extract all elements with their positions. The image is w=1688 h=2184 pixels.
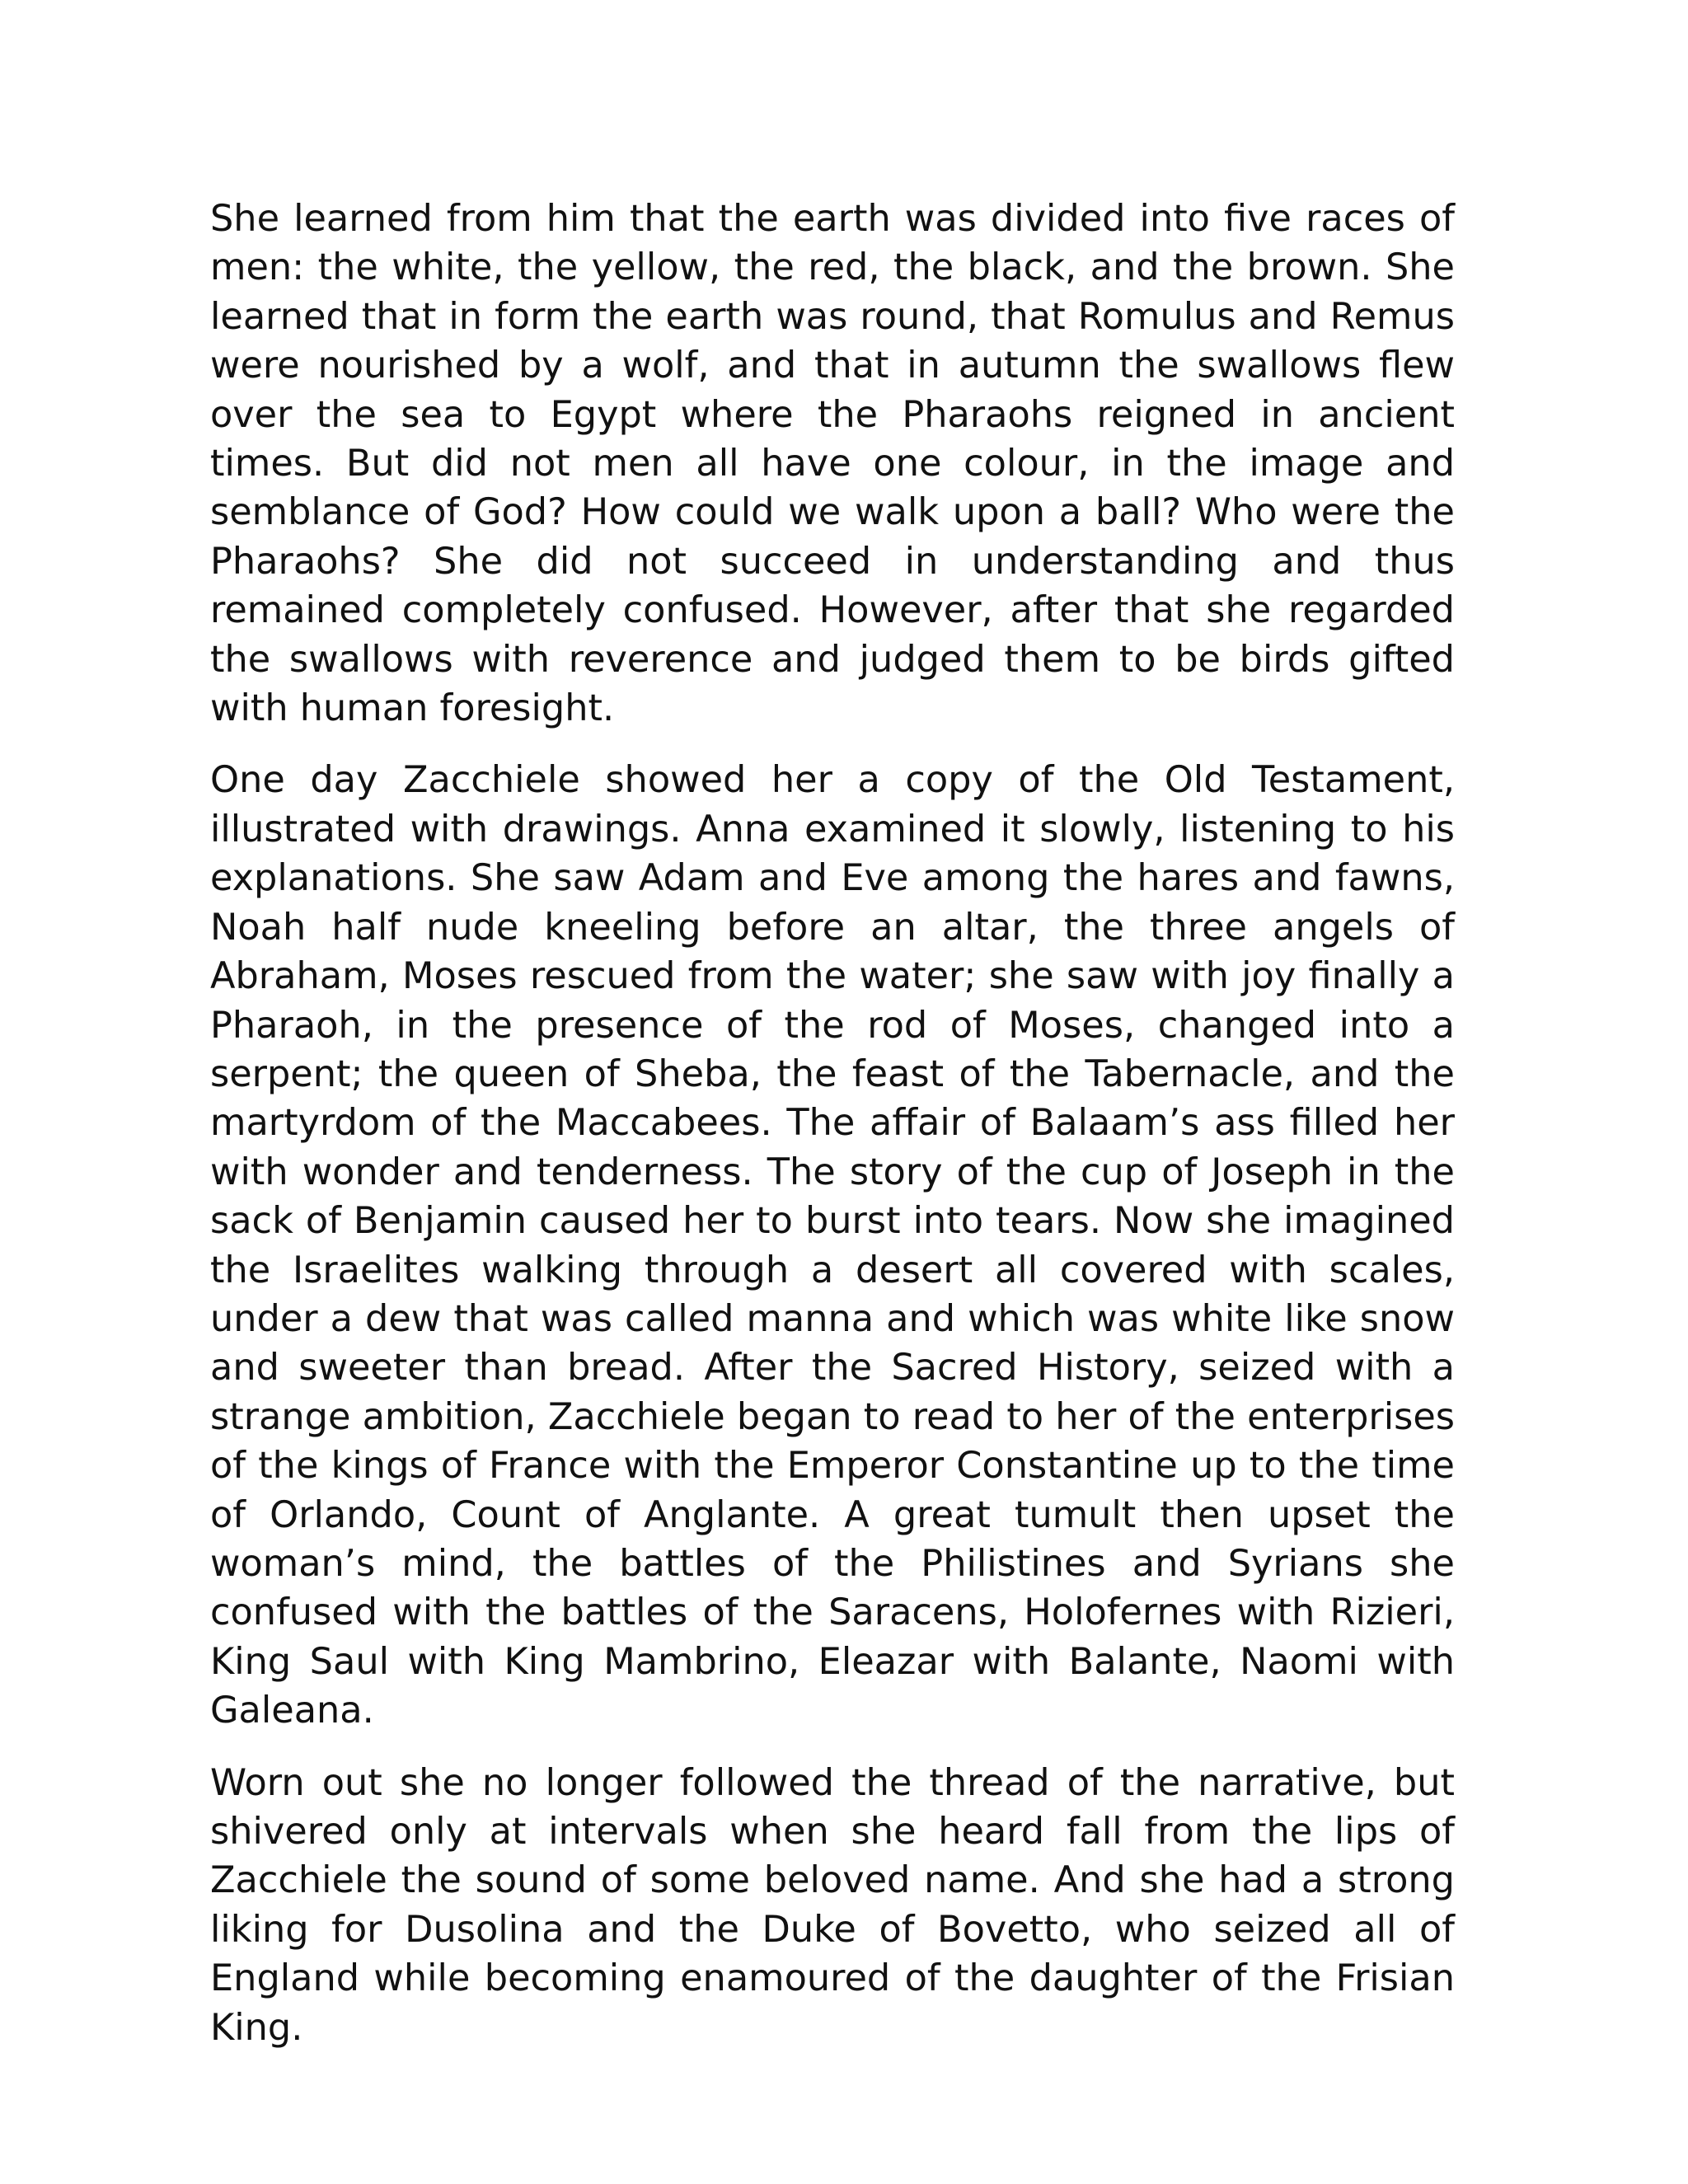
- paragraph-1: She learned from him that the earth was divided into five races of men: the white, the yellow, the red, the black, and the brown. She learned that in form the earth was round, that Romulus and Remus were nourished by a wolf, and that in autumn the swallows flew over the sea to Egypt where the Pharaohs reigned in ancient times. But did not men all have one colour, in the image and semblance of God? How could we walk upon a ball? Who were the Pharaohs? She did not succeed in understanding and thus remained completely confused. However, after that she regarded the swallows with reverence and judged them to be birds gifted with human foresight.: [210, 197, 1455, 730]
- document-page: [210, 194, 1455, 2075]
- paragraph-2: One day Zacchiele showed her a copy of the Old Testament, illustrated with drawings. Anna examined it slowly, listening to his explanations. She saw Adam and Eve among the hares and fawns, Noah half nude kneeling before an altar, the three angels of Abraham, Moses rescued from the water; she saw with joy finally a Pharaoh, in the presence of the rod of Moses, changed into a serpent; the queen of Sheba, the feast of the Tabernacle, and the martyrdom of the Maccabees. The affair of Balaam’s ass filled her with wonder and tenderness. The story of the cup of Joseph in the sack of Benjamin caused her to burst into tears. Now she imagined the Israelites walking through a desert all covered with scales, under a dew that was called manna and which was white like snow and sweeter than bread. After the Sacred History, seized with a strange ambition, Zacchiele began to read to her of the enterprises of the kings of France with the Emperor Constantine up to the time of Orlando, Count of Anglante. A great tumult then upset the woman’s mind, the battles of the Philistines and Syrians she confused with the battles of the Saracens, Holofernes with Rizieri, King Saul with King Mambrino, Eleazar with Balante, Naomi with Galeana.: [210, 758, 1455, 1732]
- paragraph-3: Worn out she no longer followed the thread of the narrative, but shivered only at intervals when she heard fall from the lips of Zacchiele the sound of some beloved name. And she had a strong liking for Dusolina and the Duke of Bovetto, who seized all of England while becoming enamoured of the daughter of the Frisian King.: [210, 1760, 1455, 2049]
